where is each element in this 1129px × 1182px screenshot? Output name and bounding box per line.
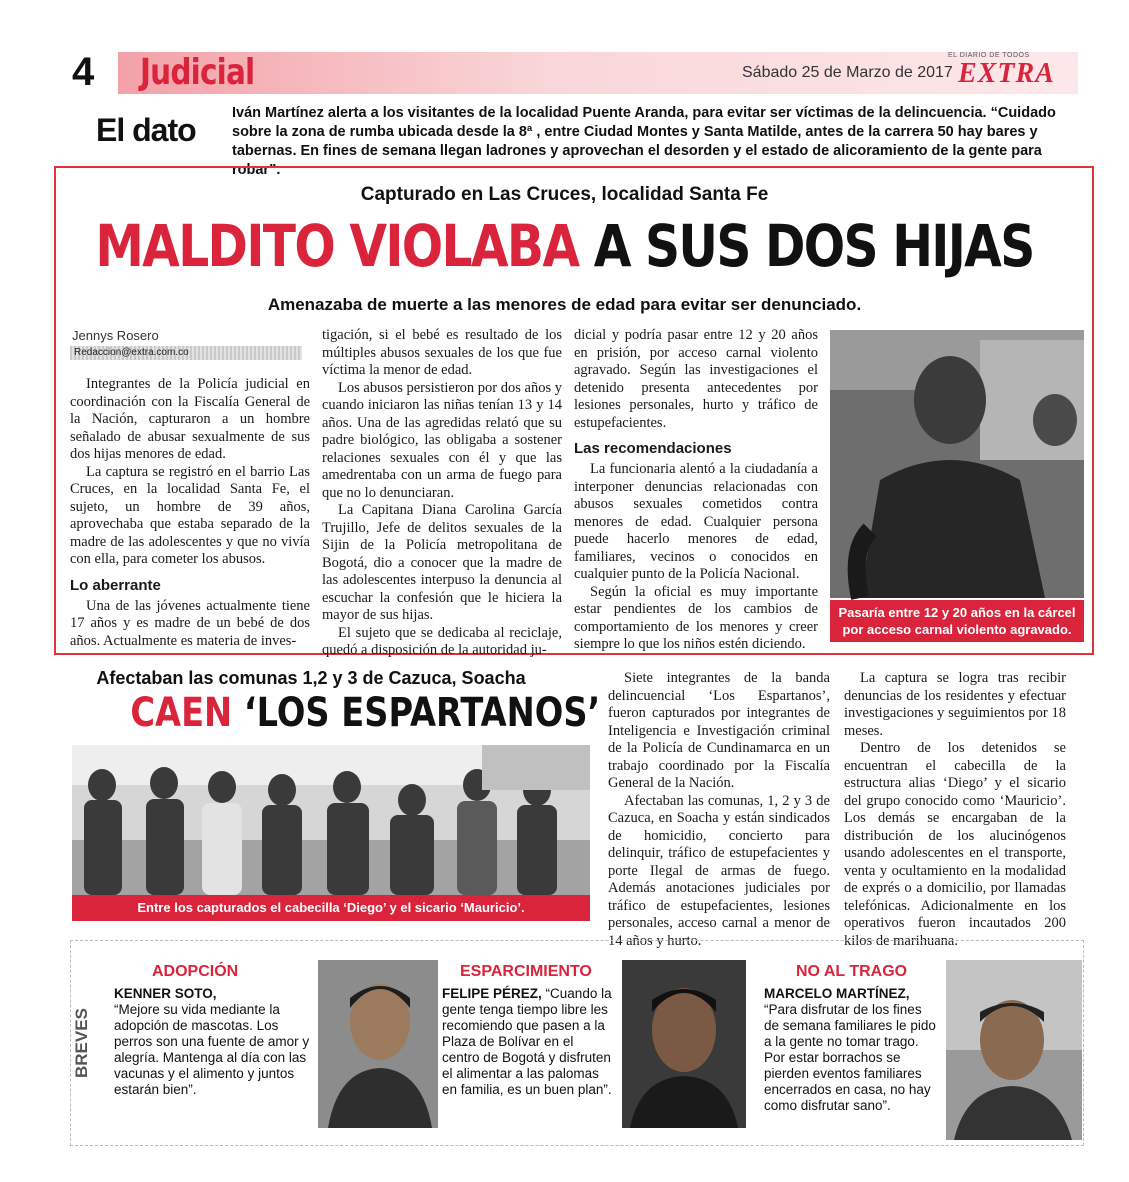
paragraph: Dentro de los detenidos se encuentran el cabecilla de la estructura alias ‘Diego’ y el sicario del grupo conocido como ‘Mauricio’. Los demás se encargaban de la distribución de los alucinógenos usando adolescentes en el transporte, venta y ocultamiento en la modalidad de exprés o a domicilio, por llamadas telefónicas. Adicionalmente en los operativos fueron incautados 200 kilos de marihuana.: [844, 740, 1066, 949]
portrait-photo: [622, 960, 746, 1128]
paragraph: Siete integrantes de la banda delincuencial ‘Los Espartanos’, fueron capturados por integrantes de Inteligencia e Investigación criminal de la Policía de Cundinamarca en un trabajo coordinado por la Fiscalía General de la Nación.: [608, 670, 830, 791]
headline-red-part: CAEN: [130, 690, 233, 736]
main-story-column-3: [574, 327, 818, 652]
paragraph: La funcionaria alentó a la ciudadanía a interponer denuncias relacionadas con abusos sexuales cometidos contra menores de edad. Cualquier persona puede hacerlo menores de edad, familiares, vecinos o conocidos en cualquier punto de la Policía Nacional.: [574, 461, 818, 582]
brief-category: NO AL TRAGO: [796, 963, 908, 980]
headline-black-part: ‘LOS ESPARTANOS’: [243, 690, 601, 736]
paragraph: Una de las jóvenes actualmente tiene 17 años y es madre de un bebé de dos años. Actualmente es materia de inves-: [70, 597, 310, 649]
brief-quote: “Cuando la gente tenga tiempo libre les recomiendo que pasen a la Plaza de Bolívar en el centro de Bogotá y disfruten el alimentar a las palomas en familia, es un buen plan”.: [442, 986, 612, 1097]
brief-person-name: KENNER SOTO,: [114, 986, 217, 1001]
breves-label: BREVES: [72, 1008, 91, 1078]
espartanos-column-2: [844, 670, 1066, 949]
portrait-photo: [946, 960, 1082, 1140]
paper-tagline: EL DIARIO DE TODOS: [948, 52, 1030, 59]
portrait-illustration: [318, 960, 438, 1128]
paragraph: La Capitana Diana Carolina García Trujillo, Jefe de delitos sexuales de la Sijin de la Policía metropolitana de Bogotá, dio a conocer que la madre de las adolescentes interpuso la denuncia al escuchar la confesión que le hiciera la mayor de sus hijas.: [322, 502, 562, 623]
brief-quote: “Para disfrutar de los fines de semana familiares le pido a la gente no tomar trago. Por estar borrachos se pierden eventos familiares encerrados en casa, no hay como disfrutar sano”.: [764, 1002, 936, 1113]
section-title: Judicial: [140, 52, 255, 93]
brief-category: ESPARCIMIENTO: [460, 963, 592, 980]
main-story-column-1: [70, 376, 310, 649]
page-number: 4: [72, 50, 95, 94]
brief-category: ADOPCIÓN: [152, 963, 239, 980]
paragraph: Los abusos persistieron por dos años y cuando iniciaron las niñas tenían 13 y 14 años. Una de las agredidas relató que su padre biológico, las obligaba a sostener relaciones sexuales con él y que las amedrentaba con un arma de fuego para que no lo denunciaran.: [322, 379, 562, 501]
portrait-photo: [318, 960, 438, 1128]
issue-date: Sábado 25 de Marzo de 2017: [742, 64, 953, 81]
subheading: Lo aberrante: [70, 576, 161, 594]
espartanos-photo: [72, 745, 590, 895]
arrest-photo-caption: [830, 600, 1084, 642]
main-story-headline: [90, 212, 1038, 280]
paragraph: El sujeto que se dedicaba al reciclaje, quedó a disposición de la autoridad ju-: [322, 624, 562, 658]
paragraph: La captura se logra tras recibir denuncias de los residentes y efectuar investigaciones y seguimientos por 18 meses.: [844, 670, 1066, 739]
el-dato-label: El dato: [96, 112, 196, 148]
caption-line: Pasaría entre 12 y 20 años en la cárcel: [838, 605, 1076, 620]
paper-logo: EXTRA: [958, 58, 1055, 89]
paragraph: dicial y podría pasar entre 12 y 20 años en prisión, por acceso carnal violento agravado. Según las investigaciones el detenido presenta antecedentes por lesiones personales, hurto y tráfico de estupefacientes.: [574, 327, 818, 431]
main-story-kicker: Capturado en Las Cruces, localidad Santa Fe: [360, 184, 769, 205]
el-dato-text: Iván Martínez alerta a los visitantes de la localidad Puente Aranda, para evitar ser víctimas de la delincuencia. “Cuidado sobre la zona de rumba ubicada desde la 8ª , entre Ciudad Montes y Santa Matilde, antes de la carrera 50 hay bares y tabernas. En fines de semana llegan ladrones y aprovechan el desorden y el estado de alicoramiento de la gente para robar”.: [232, 105, 1056, 178]
main-story-column-2: [322, 327, 562, 658]
brief-text: [442, 986, 612, 1098]
espartanos-photo-caption: Entre los capturados el cabecilla ‘Diego’ y el sicario ‘Mauricio’.: [72, 895, 590, 921]
headline-red-part: MALDITO VIOLABA: [95, 212, 579, 280]
brief-quote: “Mejore su vida mediante la adopción de mascotas. Los perros son una fuente de amor y alegría. Mantenga al día con las vacunas y el alimento y juntos estarán bien”.: [114, 1002, 310, 1097]
brief-text: [114, 986, 310, 1098]
paragraph: tigación, si el bebé es resultado de los múltiples abusos sexuales de los que fue víctima la menor de edad.: [322, 327, 562, 378]
portrait-illustration: [622, 960, 746, 1128]
paragraph: Integrantes de la Policía judicial en coordinación con la Fiscalía General de la Nación, capturaron a un hombre señalado de abusar sexualmente de sus dos hijas menores de edad.: [70, 376, 310, 462]
espartanos-column-1: [608, 670, 830, 949]
arrest-photo-illustration: [830, 330, 1084, 598]
paragraph: Según la oficial es muy importante estar pendientes de los cambios de comportamiento de los menores y creer siempre lo que los niños estén diciendo.: [574, 583, 818, 652]
paragraph: La captura se registró en el barrio Las Cruces, en la localidad Santa Fe, el sujeto, un hombre de 39 años, aprovechaba que estaba separado de la madre de las adolescentes y que no vivía con ella, para cometer los abusos.: [70, 463, 310, 567]
espartanos-kicker: Afectaban las comunas 1,2 y 3 de Cazuca, Soacha: [96, 668, 526, 688]
caption-line: por acceso carnal violento agravado.: [842, 622, 1072, 637]
headline-black-part: A SUS DOS HIJAS: [593, 212, 1034, 280]
brief-person-name: FELIPE PÉREZ,: [442, 986, 542, 1001]
subheading: Las recomendaciones: [574, 440, 732, 457]
main-story-deck: Amenazaba de muerte a las menores de edad para evitar ser denunciado.: [267, 295, 862, 314]
brief-person-name: MARCELO MARTÍNEZ,: [764, 986, 910, 1001]
arrest-photo: [830, 330, 1084, 598]
author-email: Redaccion@extra.com.co: [74, 347, 189, 358]
portrait-illustration: [946, 960, 1082, 1140]
brief-text: [764, 986, 940, 1114]
espartanos-photo-illustration: [72, 745, 590, 895]
author-byline: Jennys Rosero: [72, 328, 159, 343]
espartanos-headline: [130, 690, 601, 736]
paragraph: Afectaban las comunas, 1, 2 y 3 de Cazuca, en Soacha y están sindicados de homicidio, concierto para delinquir, tráfico de estupefacientes y porte Ilegal de armas de fuego. Además anotaciones judiciales por tráfico de estupefacientes, lesiones personales, acceso carnal a menor de 14 años y hurto.: [608, 792, 830, 949]
